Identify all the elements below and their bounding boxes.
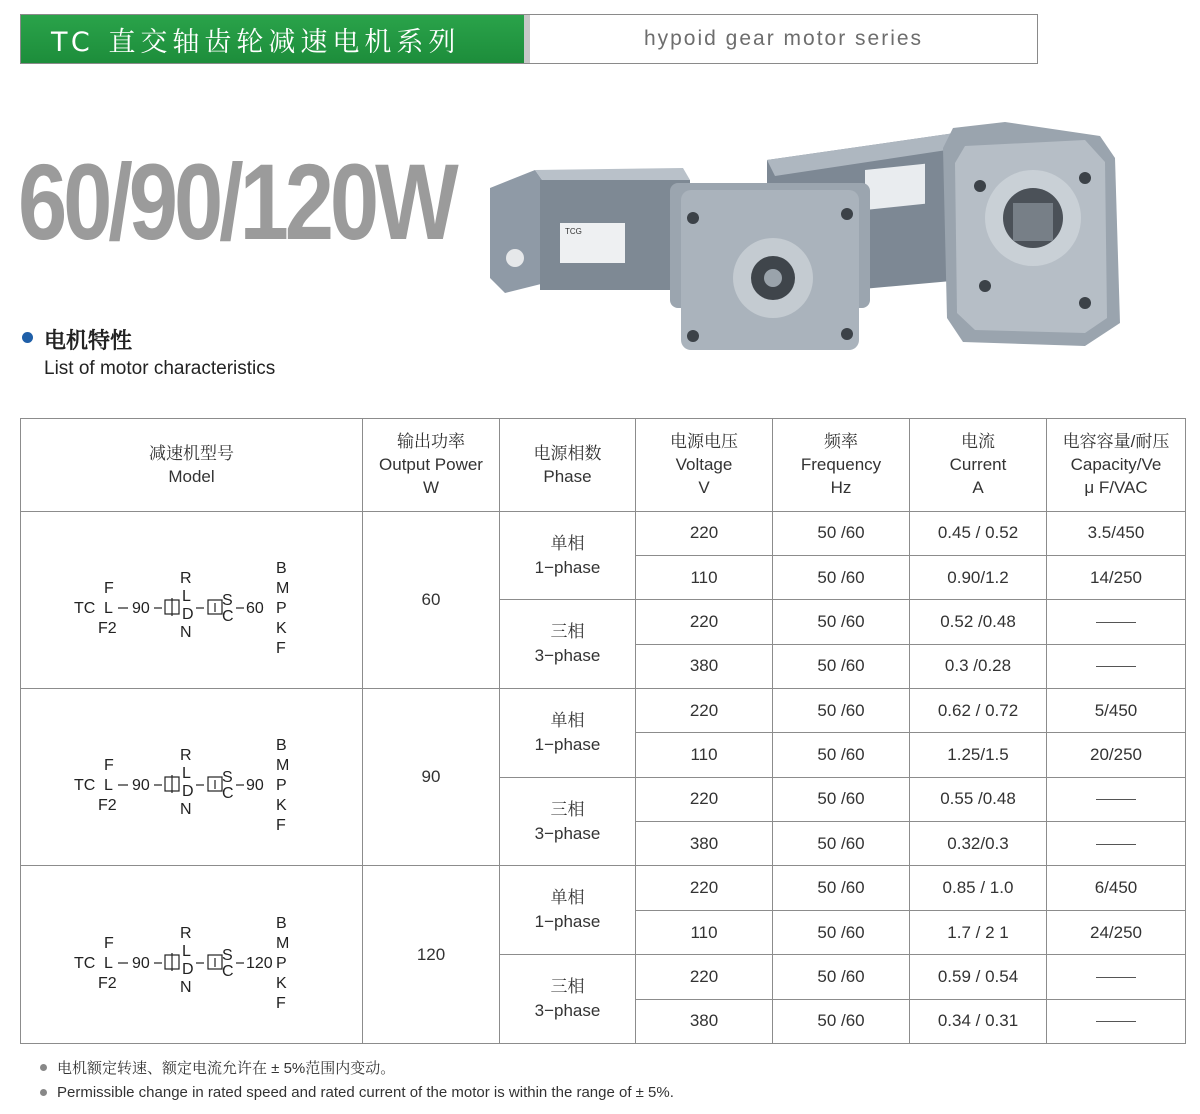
current-cell: 0.45 / 0.52 [910,511,1047,555]
model-code-text: D [181,605,194,623]
voltage-cell: 220 [636,955,773,999]
model-code-text: L [181,765,191,783]
voltage-cell: 380 [636,999,773,1043]
header-cn: 电源相数 [533,443,602,463]
output-power-cell: 60 [363,511,500,688]
capacity-cell [1047,955,1186,999]
output-power-cell: 120 [363,866,500,1044]
model-code-text: B [275,559,287,577]
phase-en: 1−phase [534,912,601,932]
footnote-bullet-icon [40,1089,47,1096]
model-code-text: C [221,962,234,980]
header-unit: μ F/VAC [1084,478,1148,498]
model-code-text: 60 [245,599,264,617]
voltage-cell: 380 [636,822,773,866]
section-bullet-icon [22,332,33,343]
model-code-text: M [275,757,289,775]
freq-cell: 50 /60 [773,733,910,777]
model-code-text: TC [73,599,95,617]
motor-photo [485,118,1135,358]
voltage-cell: 220 [636,689,773,733]
model-code-text: 90 [131,777,150,795]
model-code-text: L [181,587,191,605]
empty-dash [1096,666,1136,667]
model-code-text: L [103,777,113,795]
table-header-cell [500,419,636,512]
model-code-text: M [275,579,289,597]
header-en: Model [168,466,215,486]
table-header-cell [21,419,363,512]
phase-cn: 单相 [550,888,585,908]
voltage-cell: 110 [636,733,773,777]
model-code-text: 90 [131,599,150,617]
model-code-text: B [275,737,287,755]
current-cell: 0.59 / 0.54 [910,955,1047,999]
model-code-text: B [275,914,287,932]
phase-cn: 三相 [550,622,585,642]
capacity-cell [1047,822,1186,866]
model-code-text: F [275,994,286,1010]
voltage-cell: 380 [636,644,773,688]
model-code-text: S [221,591,233,609]
phase-cn: 单相 [550,710,585,730]
capacity-cell: 3.5/450 [1047,511,1186,555]
header-en: Voltage [675,455,733,475]
table-row [21,866,1186,910]
model-code-text: F [103,934,114,952]
footnote-cn [40,1057,395,1078]
model-code-text: F [275,817,286,833]
header-cn: 减速机型号 [149,443,234,463]
capacity-cell: 6/450 [1047,866,1186,910]
voltage-cell: 220 [636,511,773,555]
model-code-text: 90 [131,954,150,972]
header-unit: V [698,478,710,498]
model-code-text: M [275,934,289,952]
table-row [21,511,1186,555]
model-code-text: TC [73,954,95,972]
capacity-cell [1047,644,1186,688]
freq-cell: 50 /60 [773,777,910,821]
motor-characteristics-table [20,418,1186,1044]
model-code-text: F2 [97,797,117,815]
header-en: Frequency [800,455,882,475]
phase-cell [500,955,636,1044]
header-banner [20,14,1038,64]
table-header-cell [910,419,1047,512]
model-code-text: D [181,783,194,801]
current-cell: 0.3 /0.28 [910,644,1047,688]
model-cell [21,511,363,688]
voltage-cell: 220 [636,777,773,821]
voltage-cell: 220 [636,600,773,644]
header-en: Current [949,455,1007,475]
header-cn: 电流 [961,432,995,452]
phase-en: 3−phase [534,1001,601,1021]
model-code-text: K [275,974,287,992]
footnote-text: 电机额定转速、额定电流允许在 ± 5%范围内变动。 [57,1060,396,1077]
phase-en: 1−phase [534,734,601,754]
table-header-cell [636,419,773,512]
phase-cn: 单相 [550,533,585,553]
header-en: Capacity/Ve [1070,455,1162,475]
current-cell: 0.32/0.3 [910,822,1047,866]
model-code-text: L [181,942,191,960]
empty-dash [1096,977,1136,978]
current-cell: 0.34 / 0.31 [910,999,1047,1043]
header-unit: W [422,478,440,498]
freq-cell: 50 /60 [773,866,910,910]
output-power-cell: 90 [363,689,500,866]
freq-cell: 50 /60 [773,511,910,555]
capacity-cell: 5/450 [1047,689,1186,733]
current-cell: 0.55 /0.48 [910,777,1047,821]
model-code-text: TC [73,777,95,795]
banner-title-en: hypoid gear motor series [643,27,924,50]
model-code-text: F [103,579,114,597]
header-cn: 电容容量/耐压 [1062,432,1170,452]
phase-en: 3−phase [534,646,601,666]
model-code-diagram [72,545,312,655]
header-en: Output Power [379,455,483,475]
header-cn: 输出功率 [397,432,465,452]
header-en: Phase [543,466,592,486]
capacity-cell: 14/250 [1047,556,1186,600]
table-header-cell [1047,419,1186,512]
freq-cell: 50 /60 [773,910,910,954]
banner-title-cn: TC 直交轴齿轮减速电机系列 [51,26,461,58]
header-unit: A [972,478,984,498]
banner-title-block [21,15,530,63]
model-code-text: R [179,747,192,765]
footnote-en [40,1084,674,1101]
phase-cn: 三相 [550,799,585,819]
model-code-text: F2 [97,974,117,992]
table-header-cell [773,419,910,512]
model-code-text: C [221,785,234,803]
motor-front [490,168,870,350]
model-cell [21,866,363,1044]
model-code-text: S [221,946,233,964]
model-code-text: K [275,619,287,637]
header-unit: Hz [830,478,852,498]
footnote-text: Permissible change in rated speed and rated current of the motor is within the range of ± 5%. [57,1084,674,1101]
current-cell: 0.85 / 1.0 [910,866,1047,910]
model-code-text: L [103,599,113,617]
phase-en: 3−phase [534,823,601,843]
model-code-text: R [179,569,192,587]
phase-cell [500,777,636,866]
phase-cell [500,866,636,955]
phase-cell [500,600,636,689]
power-title: 60/90/120W [18,141,455,262]
motor-nameplate-text: TCG [565,227,582,236]
model-code-text: K [275,797,287,815]
model-code-text: S [221,769,233,787]
model-cell [21,689,363,866]
phase-cell [500,689,636,778]
header-cn: 电源电压 [670,432,738,452]
phase-en: 1−phase [534,557,601,577]
footnote-bullet-icon [40,1064,47,1071]
capacity-cell: 24/250 [1047,910,1186,954]
model-code-text: N [179,623,192,641]
table-row [21,689,1186,733]
capacity-cell [1047,777,1186,821]
empty-dash [1096,622,1136,623]
table-header-cell [363,419,500,512]
phase-cell [500,511,636,600]
model-code-text: L [103,954,113,972]
model-code-text: R [179,924,192,942]
section-title-cn: 电机特性 [44,329,133,354]
model-code-text: P [275,954,287,972]
table-header-row [21,419,1186,512]
model-code-text: F [275,639,286,655]
model-code-text: 90 [245,777,264,795]
model-code-text: 120 [245,954,273,972]
freq-cell: 50 /60 [773,689,910,733]
section-title-en: List of motor characteristics [44,358,276,379]
model-code-text: C [221,607,234,625]
current-cell: 1.7 / 2 1 [910,910,1047,954]
current-cell: 0.62 / 0.72 [910,689,1047,733]
voltage-cell: 110 [636,910,773,954]
freq-cell: 50 /60 [773,600,910,644]
model-code-text: N [179,801,192,819]
capacity-cell: 20/250 [1047,733,1186,777]
voltage-cell: 220 [636,866,773,910]
model-code-diagram [72,722,312,832]
model-code-text: F [103,757,114,775]
empty-dash [1096,1021,1136,1022]
empty-dash [1096,844,1136,845]
empty-dash [1096,799,1136,800]
header-cn: 频率 [824,432,858,452]
current-cell: 0.90/1.2 [910,556,1047,600]
capacity-cell [1047,999,1186,1043]
model-code-text: F2 [97,619,117,637]
phase-cn: 三相 [550,977,585,997]
model-code-text: N [179,978,192,996]
freq-cell: 50 /60 [773,644,910,688]
current-cell: 0.52 /0.48 [910,600,1047,644]
capacity-cell [1047,600,1186,644]
freq-cell: 50 /60 [773,556,910,600]
freq-cell: 50 /60 [773,955,910,999]
freq-cell: 50 /60 [773,999,910,1043]
freq-cell: 50 /60 [773,822,910,866]
model-code-text: P [275,599,287,617]
voltage-cell: 110 [636,556,773,600]
current-cell: 1.25/1.5 [910,733,1047,777]
model-code-diagram [72,900,312,1010]
model-code-text: D [181,960,194,978]
model-code-text: P [275,777,287,795]
banner-subtitle-block [530,15,1037,63]
